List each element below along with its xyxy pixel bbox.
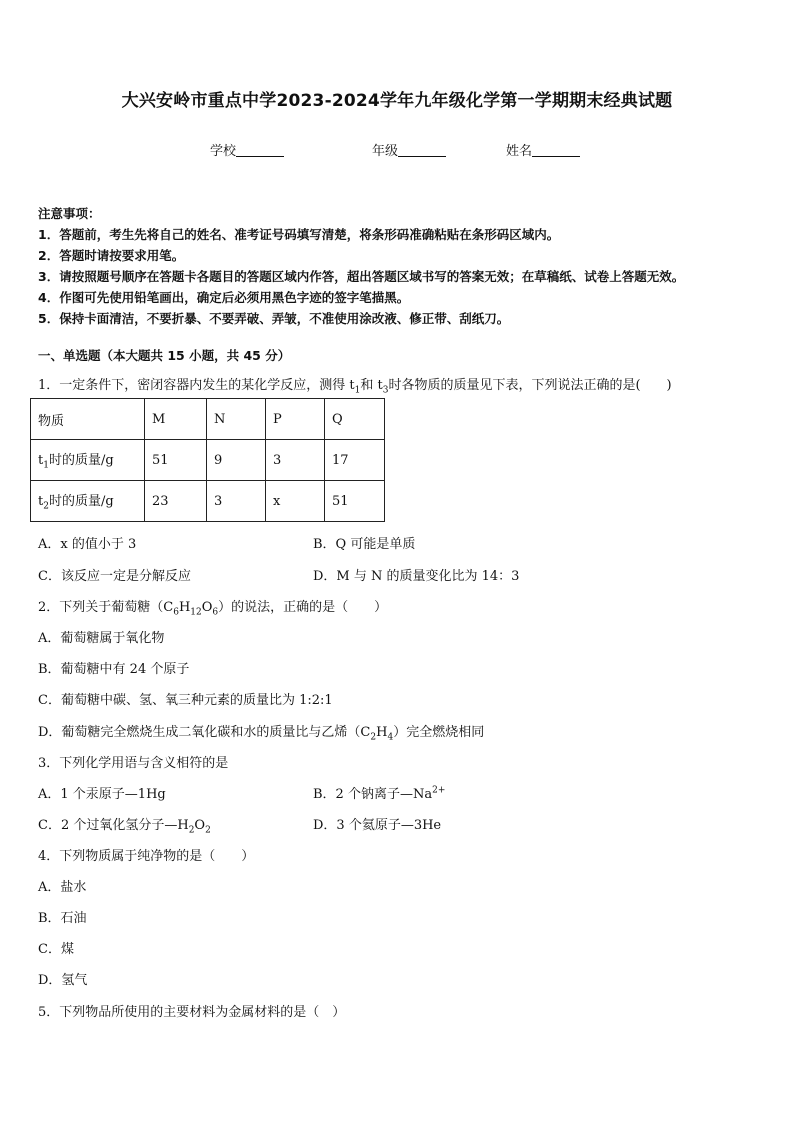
table-cell: Q [325,399,385,440]
q1-option-d[interactable]: D．M 与 N 的质量变化比为 14：3 [313,569,520,584]
q2-option-c[interactable]: C．葡萄糖中碳、氢、氧三种元素的质量比为 1:2:1 [38,693,333,708]
q1-sub: 3 [382,385,389,396]
notice-item: 4．作图可先使用铅笔画出，确定后必须用黑色字迹的签字笔描黑。 [38,290,410,305]
question-5-stem: 5．下列物品所使用的主要材料为金属材料的是（ ） [38,1005,346,1020]
table-cell: 3 [207,481,266,522]
q2-option-d-sub: 2 [370,732,377,743]
notice-item: 3．请按照题号顺序在答题卡各题目的答题区域内作答，超出答题区域书写的答案无效；在草稿纸、试卷上答题无效。 [38,269,685,284]
table-cell: 23 [145,481,207,522]
exam-title: 大兴安岭市重点中学2023-2024学年九年级化学第一学期期末经典试题 [121,91,673,111]
table-cell: 9 [207,440,266,481]
q3-option-a[interactable]: A．1 个汞原子—1Hg [38,787,166,802]
table-cell: 物质 [31,399,145,440]
name-blank[interactable] [532,143,580,157]
name-label: 姓名 [506,144,533,159]
label-part: 时的质量/g [48,494,114,510]
q3-option-c-part: C．2 个过氧化氢分子—H [38,818,189,833]
q4-option-c[interactable]: C．煤 [38,942,74,957]
name-field[interactable] [506,140,580,159]
q4-option-a[interactable]: A．盐水 [38,880,87,895]
q2-stem-part: ）的说法，正确的是（ ） [218,600,388,615]
q2-option-d-sub: 4 [387,732,394,743]
table-cell: 17 [325,440,385,481]
table-cell: M [145,399,207,440]
q4-option-d[interactable]: D．氢气 [38,973,88,988]
table-cell: 51 [325,481,385,522]
grade-field[interactable] [372,140,446,159]
question-4-stem: 4．下列物质属于纯净物的是（ ） [38,849,255,864]
q2-stem-part: 2．下列关于葡萄糖（C [38,600,174,615]
q1-option-c[interactable]: C．该反应一定是分解反应 [38,569,191,584]
q2-sub: 6 [212,607,219,618]
label-sub: 2 [43,501,49,512]
question-2-stem [38,596,387,618]
label-part: t [38,494,44,510]
grade-label: 年级 [372,144,399,159]
q2-stem-part: O [201,600,213,615]
q1-stem-part: 1．一定条件下，密闭容器内发生的某化学反应，测得 t [38,378,355,393]
table-cell: P [266,399,325,440]
q1-stem-part: 时各物质的质量见下表，下列说法正确的是( ) [388,378,672,393]
school-label: 学校 [210,144,237,159]
grade-blank[interactable] [398,143,446,157]
table-cell-label [31,440,145,481]
school-field[interactable] [210,140,284,159]
notice-block [38,203,768,329]
q2-option-d-part: H [376,725,388,740]
school-blank[interactable] [236,143,284,157]
label-part: 时的质量/g [48,453,114,469]
label-part: t [38,453,44,469]
table-cell-label [31,481,145,522]
q1-mass-table [30,398,385,522]
q2-option-b[interactable]: B．葡萄糖中有 24 个原子 [38,662,190,677]
q2-sub: 6 [173,607,179,618]
table-cell: 51 [145,440,207,481]
section-heading: 一、单选题（本大题共 15 小题，共 45 分） [38,348,291,363]
question-3-stem: 3．下列化学用语与含义相符的是 [38,756,229,771]
q3-option-b[interactable] [313,783,445,802]
table-cell: N [207,399,266,440]
q2-option-d[interactable] [38,721,484,743]
table-row [31,399,385,440]
q1-stem-part: 和 t [360,378,383,393]
student-info-row [0,140,794,160]
q3-option-c-sub: 2 [188,825,195,836]
q2-option-d-part: D．葡萄糖完全燃烧生成二氧化碳和水的质量比与乙烯（C [38,725,371,740]
q1-sub: 1 [354,385,361,396]
q3-option-c-part: O [194,818,206,833]
q1-option-b[interactable]: B．Q 可能是单质 [313,537,416,552]
table-cell: 3 [266,440,325,481]
question-1-stem [38,374,672,396]
q2-sub: 12 [190,607,202,618]
notice-item: 5．保持卡面清洁，不要折暴、不要弄破、弄皱，不准使用涂改液、修正带、刮纸刀。 [38,311,510,326]
q3-option-b-part: B．2 个钠离子—Na [313,787,433,802]
q2-option-d-part: ）完全燃烧相同 [393,725,485,740]
table-cell: x [266,481,325,522]
label-sub: 1 [43,460,49,471]
table-row [31,440,385,481]
notice-item: 1．答题前，考生先将自己的姓名、准考证号码填写清楚，将条形码准确粘贴在条形码区域内。 [38,227,560,242]
q4-option-b[interactable]: B．石油 [38,911,87,926]
q3-option-b-sup: 2+ [432,785,446,796]
q2-option-a[interactable]: A．葡萄糖属于氧化物 [38,631,165,646]
q3-option-c[interactable] [38,814,211,836]
q3-option-d[interactable]: D．3 个氦原子—3He [313,818,442,833]
q1-option-a[interactable]: A．x 的值小于 3 [38,537,137,552]
q2-stem-part: H [178,600,191,615]
notice-heading: 注意事项： [38,206,101,221]
q3-option-c-sub: 2 [205,825,211,836]
table-row [31,481,385,522]
notice-item: 2．答题时请按要求用笔。 [38,248,185,263]
